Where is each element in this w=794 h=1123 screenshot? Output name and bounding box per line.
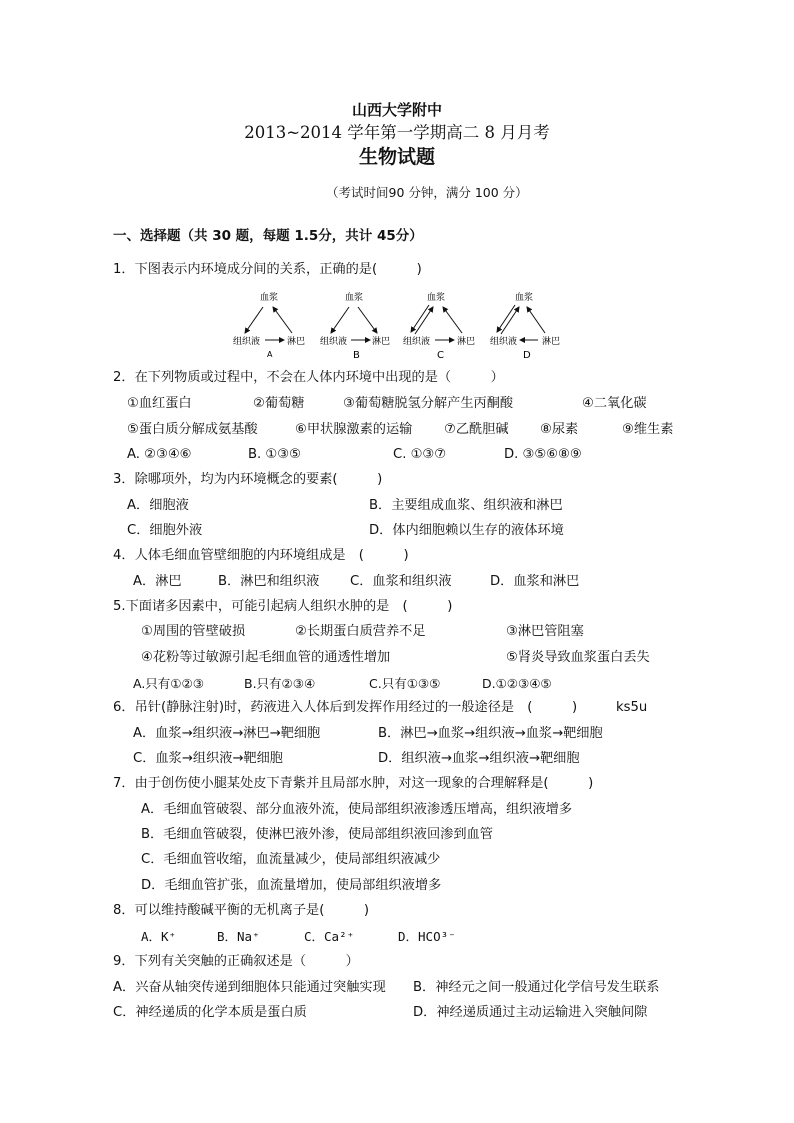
q3-stem: 3．除哪项外，均为内环境概念的要素( ) — [113, 472, 383, 487]
q8-option-c: C．Ca²⁺ — [304, 929, 355, 944]
q2-option-d: D. ③⑤⑥⑧⑨ — [504, 447, 582, 462]
lymph-label: 淋巴 — [372, 337, 391, 347]
q3-option-c: C．细胞外液 — [127, 523, 203, 538]
q2-item: ③葡萄糖脱氢分解产生丙酮酸 — [343, 396, 514, 411]
q2-item: ⑦乙酰胆碱 — [444, 422, 509, 437]
lymph-label: 淋巴 — [287, 337, 306, 347]
tissue-fluid-label: 组织液 — [490, 337, 518, 347]
q4-option-d: D．血浆和淋巴 — [490, 574, 580, 589]
diagram-label-d: D — [523, 350, 531, 361]
q9-option-d: D．神经递质通过主动运输进入突触间隙 — [413, 1005, 648, 1020]
q1-diagram — [225, 285, 570, 361]
diagram-label-c: C — [437, 350, 444, 361]
diagram-d — [490, 291, 560, 361]
q6-option-d: D．组织液→血浆→组织液→靶细胞 — [378, 751, 580, 766]
q8-stem: 8．可以维持酸碱平衡的无机离子是( ) — [113, 903, 370, 918]
q4-option-b: B．淋巴和组织液 — [218, 574, 320, 589]
q2-item: ⑥甲状腺激素的运输 — [295, 422, 413, 437]
diagram-a — [233, 291, 305, 359]
q7-option-a: A．毛细血管破裂、部分血液外流，使局部组织液渗透压增高，组织液增多 — [141, 802, 573, 817]
q6-tag: ks5u — [616, 700, 648, 715]
lymph-label: 淋巴 — [457, 337, 476, 347]
q5-option-a: A.只有①②③ — [133, 676, 204, 691]
q5-item: ①周围的管壁破损 — [141, 624, 246, 639]
q2-item: ⑤蛋白质分解成氨基酸 — [127, 422, 258, 437]
q6-option-c: C．血浆→组织液→靶细胞 — [133, 751, 283, 766]
section-heading: 一、选择题（共 30 题，每题 1.5分，共计 45分） — [113, 228, 423, 244]
q4-option-c: C．血浆和组织液 — [350, 574, 452, 589]
plasma-label: 血浆 — [515, 293, 534, 303]
q5-stem: 5.下面诸多因素中，可能引起病人组织水肿的是 ( ) — [113, 599, 453, 614]
q2-item: ①血红蛋白 — [127, 396, 192, 411]
q4-stem: 4．人体毛细血管壁细胞的内环境组成是 ( ) — [113, 548, 409, 563]
subject-title: 生物试题 — [358, 146, 435, 168]
q5-item: ④花粉等过敏源引起毛细血管的通透性增加 — [141, 650, 391, 665]
tissue-fluid-label: 组织液 — [320, 337, 348, 347]
lymph-label: 淋巴 — [542, 337, 561, 347]
diagram-b — [320, 291, 390, 361]
q5-item: ⑤肾炎导致血浆蛋白丢失 — [506, 650, 650, 665]
q5-option-b: B.只有②③④ — [244, 676, 316, 691]
q2-option-a: A. ②③④⑥ — [127, 447, 192, 462]
q8-option-a: A．K⁺ — [141, 929, 177, 944]
q2-stem: 2．在下列物质或过程中，不会在人体内环境中出现的是（ ） — [113, 370, 504, 385]
q7-option-c: C．毛细血管收缩，血流量减少，使局部组织液减少 — [141, 852, 441, 867]
q2-item: ②葡萄糖 — [253, 396, 305, 411]
q2-item: ④二氧化碳 — [582, 396, 647, 411]
q4-option-a: A．淋巴 — [133, 574, 182, 589]
q1-stem: 1．下图表示内环境成分间的关系，正确的是( ) — [113, 262, 422, 277]
exam-title: 2013~2014 学年第一学期高二 8 月月考 — [244, 123, 550, 142]
q3-option-b: B．主要组成血浆、组织液和淋巴 — [369, 498, 563, 513]
q2-option-b: B. ①③⑤ — [248, 447, 301, 462]
q7-option-b: B．毛细血管破裂，使淋巴液外渗，使局部组织液回渗到血管 — [141, 827, 493, 842]
q9-option-b: B．神经元之间一般通过化学信号发生联系 — [413, 980, 660, 995]
q8-option-d: D．HCO³⁻ — [398, 929, 456, 944]
q5-option-c: C.只有①③⑤ — [369, 676, 441, 691]
diagram-label-a: A — [267, 350, 273, 359]
q9-option-c: C．神经递质的化学本质是蛋白质 — [113, 1005, 307, 1020]
q7-option-d: D．毛细血管扩张，血流量增加，使局部组织液增多 — [141, 878, 442, 893]
q6-option-a: A．血浆→组织液→淋巴→靶细胞 — [133, 726, 321, 741]
plasma-label: 血浆 — [260, 293, 279, 303]
tissue-fluid-label: 组织液 — [403, 337, 431, 347]
q7-stem: 7．由于创伤使小腿某处皮下青紫并且局部水肿，对这一现象的合理解释是( ) — [113, 776, 594, 791]
q9-stem: 9．下列有关突触的正确叙述是（ ） — [113, 954, 359, 969]
q5-option-d: D.①②③④⑤ — [482, 676, 552, 691]
q3-option-d: D．体内细胞赖以生存的液体环境 — [369, 523, 564, 538]
q6-option-b: B．淋巴→血浆→组织液→血浆→靶细胞 — [378, 726, 603, 741]
q2-item: ⑧尿素 — [540, 422, 579, 437]
diagram-label-b: B — [353, 350, 360, 361]
q6-stem: 6．吊针(静脉注射)时，药液进入人体后到发挥作用经过的一般途径是 ( ) — [113, 700, 578, 715]
plasma-label: 血浆 — [427, 293, 446, 303]
q9-option-a: A．兴奋从轴突传递到细胞体只能通过突触实现 — [113, 980, 386, 995]
q5-item: ③淋巴管阻塞 — [506, 624, 584, 639]
school-name: 山西大学附中 — [351, 101, 442, 119]
plasma-label: 血浆 — [345, 293, 364, 303]
q2-item: ⑨维生素 — [622, 422, 674, 437]
exam-note: （考试时间90 分钟，满分 100 分） — [326, 185, 528, 200]
q2-option-c: C. ①③⑦ — [393, 447, 447, 462]
tissue-fluid-label: 组织液 — [233, 337, 261, 347]
q8-option-b: B．Na⁺ — [217, 929, 260, 944]
q3-option-a: A．细胞液 — [127, 498, 189, 513]
q5-item: ②长期蛋白质营养不足 — [295, 624, 426, 639]
diagram-c — [403, 291, 475, 361]
